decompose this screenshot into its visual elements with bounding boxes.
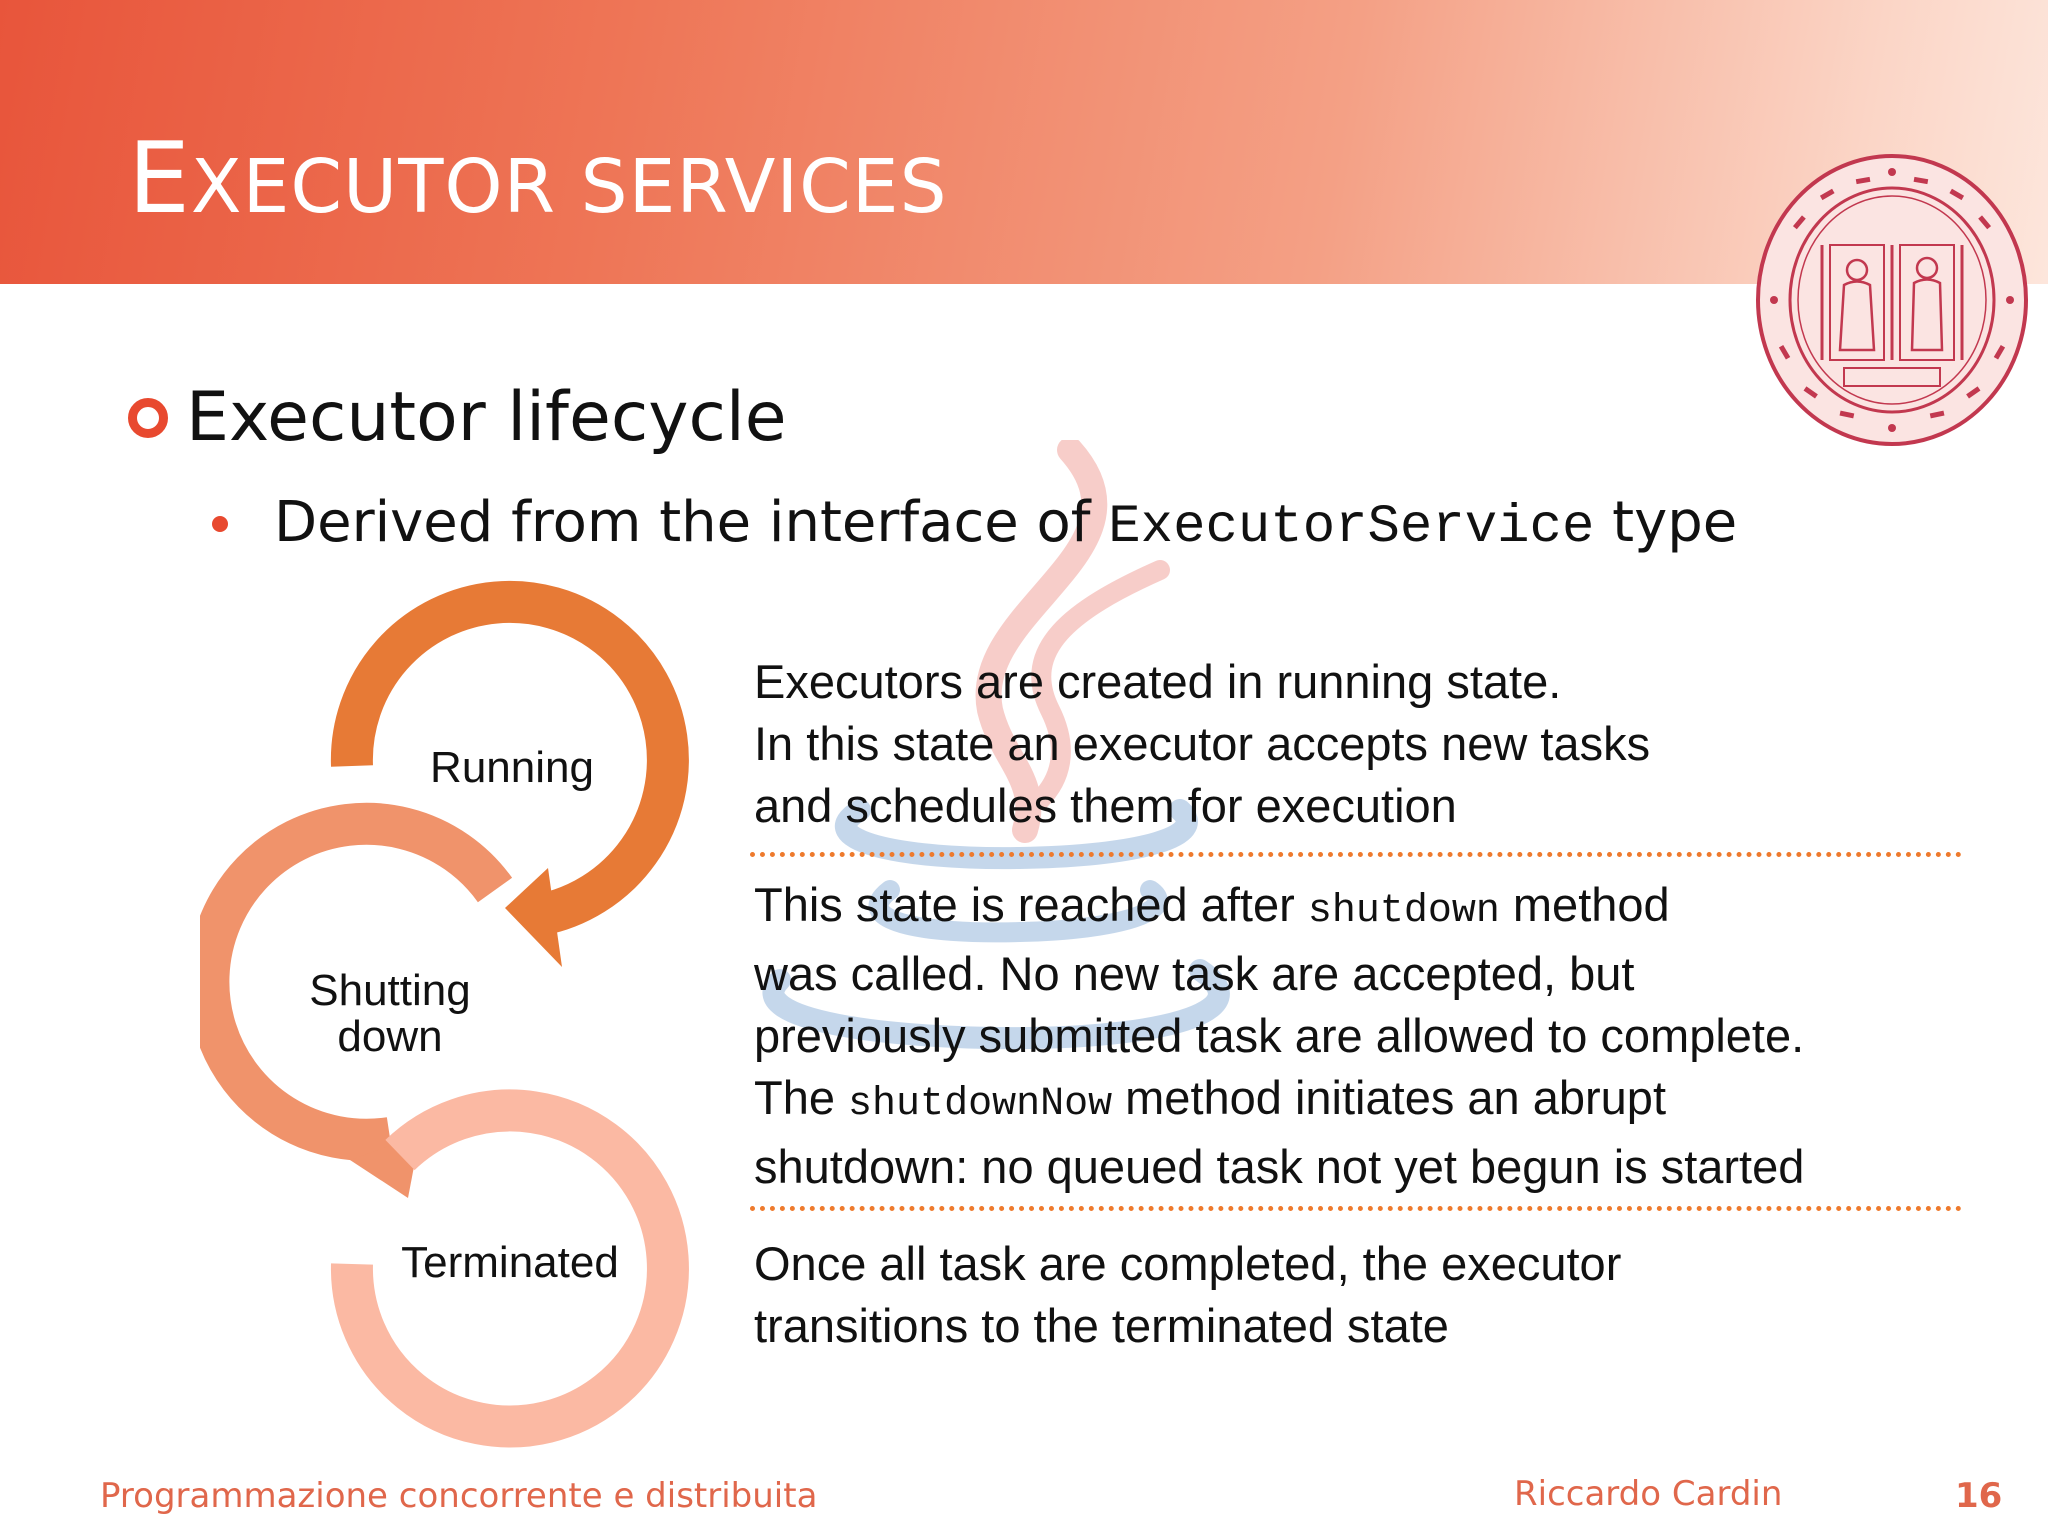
separator-1 [750,852,1962,857]
code-executorservice: ExecutorService [1108,497,1595,558]
code-shutdown: shutdown [1307,889,1500,934]
ring-bullet-icon [128,398,168,438]
university-seal-logo [1752,150,2032,450]
bullet-level2 [212,490,1737,558]
terminated-description: Once all task are completed, the executor transitions to the terminated state [754,1237,1622,1352]
footer-author: Riccardo Cardin [1514,1474,1783,1514]
running-description: Executors are created in running state. In this state an executor accepts new tasks and schedules them for execution [754,655,1651,832]
stage-shutting-down-label: Shutting down [309,966,471,1062]
slide-title: EXECUTOR SERVICES [128,122,948,236]
bullet-derived-from-interface: Derived from the interface of ExecutorService type [274,490,1738,558]
dot-bullet-icon [212,516,228,532]
bullet-level1 [128,378,787,457]
stage-running-label: Running [430,743,594,792]
page-number: 16 [1955,1476,2003,1516]
running-arrowhead [505,868,562,967]
code-shutdownnow: shutdownNow [848,1082,1113,1127]
footer-course-title: Programmazione concorrente e distribuita [100,1476,818,1516]
shutting-down-description: This state is reached after shutdown method was called. No new task are accepted, but previously submitted task are allowed to complete. The shutdownNow method initiates an abrupt shutdown: no queued task not yet begun is started [754,878,1805,1193]
stage-terminated-label: Terminated [401,1238,619,1287]
separator-2 [750,1206,1962,1211]
bullet-executor-lifecycle: Executor lifecycle [186,378,787,457]
